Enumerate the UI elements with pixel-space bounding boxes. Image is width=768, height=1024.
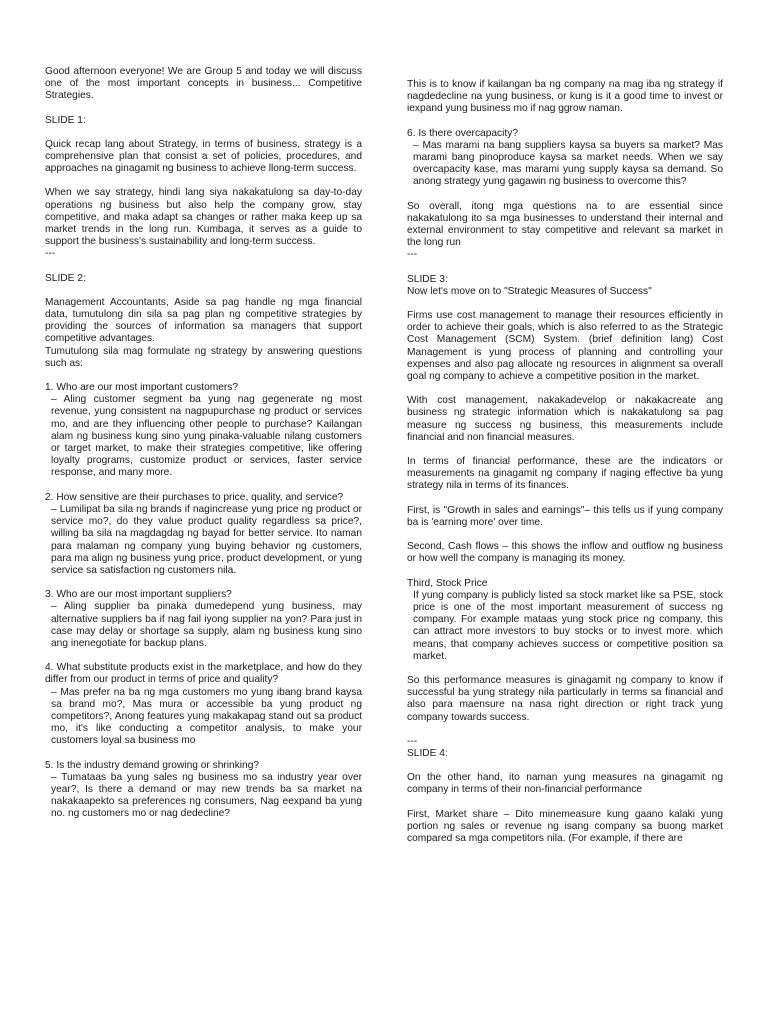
slide1-heading: SLIDE 1: <box>45 114 86 126</box>
separator: --- <box>45 248 56 260</box>
answer-2: – Lumilipat ba sila ng brands if nagincrease yung price ng product or service mo?, do they value product quality regardless sa price?, willing ba sila na magdagdag ng bayad for better service. Ito naman para malaman ng company yung buying behavior ng customers, para ma align ng business yung price, product development, or yung service sa satisfaction ng customers nila. <box>51 503 362 576</box>
slide3-subtitle: Now let's move on to "Strategic Measures of Success" <box>407 285 652 297</box>
question-6: 6. Is there overcapacity? <box>407 127 518 139</box>
answer-3: – Aling supplier ba pinaka dumedepend yung business, may alternative suppliers ba if nag fail iyong supplier na yon? Para just in case may delay or shortage sa supply, alam ng business kung sino ang inenegotiate for backup plans. <box>51 601 362 649</box>
right-column <box>407 79 723 857</box>
separator: --- <box>407 735 418 747</box>
question-1: 1. Who are our most important customers? <box>45 382 239 394</box>
slide2-paragraph-2: Tumutulong sila mag formulate ng strategy by answering questions such as: <box>45 345 362 369</box>
third-measure-heading: Third, Stock Price <box>407 577 488 589</box>
question-2: 2. How sensitive are their purchases to price, quality, and service? <box>45 491 344 503</box>
answer-6: – Mas marami na bang suppliers kaysa sa buyers sa market? Mas marami bang pinoproduce kaysa sa market needs. When we say overcapacity kase, mas marami yung supply kaysa sa demand. So anong strategy yung gagawin ng business to overcome this? <box>413 139 723 188</box>
slide3-paragraph-2: With cost management, nakakadevelop or nakakacreate ang business ng strategic information which is nakakatulong sa pag measure ng success ng business, this measurements include financial and non financial measures. <box>407 395 723 443</box>
slide4-paragraph-2: First, Market share – Dito minemeasure kung gaano kalaki yung portion ng sales or revenue ng isang company sa buong market compared sa mga competitors nila. (For example, if there are <box>407 808 723 844</box>
slide1-paragraph-2: When we say strategy, hindi lang siya nakakatulong sa day-to-day operations ng business but also help the company grow, stay competitive, and maka adapt sa changes or rather maka keep up sa market trends in the long run. Kumbaga, it serves as a guide to support the business's sustainability and long-term success. <box>45 187 362 248</box>
answer-5: – Tumataas ba yung sales ng business mo sa industry year over year?, Is there a demand or may new trends ba sa market na nakakaapekto sa preferences ng consumers, Nag eexpand ba yung no. ng customers mo or nag dedecline? <box>51 771 362 820</box>
slide3-paragraph-3: In terms of financial performance, these are the indicators or measurements na ginagamit ng company if naging effective ba yung strategy nila in terms of its finances. <box>407 456 723 492</box>
slide2-paragraph-1: Management Accountants, Aside sa pag handle ng mga financial data, tumutulong din sila sa pag plan ng competitive strategies by providing the sources of information sa managers that support competitive advantages. <box>45 296 362 345</box>
separator: --- <box>407 249 418 261</box>
answer-5-continued: This is to know if kailangan ba ng company na mag iba ng strategy if nagdedecline na yung business, or kung is it a good time to invest or iexpand yung business mo if nag ggrow naman. <box>407 79 723 115</box>
second-measure: Second, Cash flows – this shows the inflow and outflow ng business or how well the company is managing its money. <box>407 541 723 565</box>
slide3-paragraph-1: Firms use cost management to manage their resources efficiently in order to achieve their goals, which is also referred to as the Strategic Cost Management (SCM) System. (brief definition lang) Cost Management is yung process of planning and controlling your expenses and also pag allocate ng resources in alignment sa overall goal ng company to achieve a competitive position in the market. <box>407 310 723 383</box>
intro-paragraph: Good afternoon everyone! We are Group 5 and today we will discuss one of the most important concepts in business... Competitive Strategies. <box>45 66 362 102</box>
question-5: 5. Is the industry demand growing or shrinking? <box>45 759 260 771</box>
answer-4: – Mas prefer na ba ng mga customers mo yung ibang brand kaysa sa brand mo?, Mas mura or accessible ba yung product ng competitors?, Anong features yung makakapag stand out sa product mo, it's like conducting a competitor analysis, to make your customers loyal sa business mo <box>51 686 362 747</box>
answer-1: – Aling customer segment ba yung nag gegenerate ng most revenue, yung consistent na nagpupurchase ng product or services mo, and are they influencing other people to purchase? Kailangan alam ng business kung sino yung pinaka-valuable nilang customers or target market, to make their strategies competitive, like offering loyalty programs, customize product or services, faster service response, and many more. <box>51 394 362 479</box>
first-measure: First, is "Growth in sales and earnings"– this tells us if yung company ba is 'earning more' over time. <box>407 504 723 528</box>
slide4-paragraph-1: On the other hand, ito naman yung measures na ginagamit ng company in terms of their non-financial performance <box>407 772 723 796</box>
slide3-heading: SLIDE 3: <box>407 273 448 285</box>
overall-paragraph: So overall, itong mga questions na to are essential since nakakatulong ito sa mga businesses to understand their internal and external environment to stay competitive and relevant sa market in the long run <box>407 200 723 249</box>
question-4: 4. What substitute products exist in the marketplace, and how do they differ from our product in terms of price and quality? <box>45 662 362 686</box>
slide2-heading: SLIDE 2: <box>45 272 86 284</box>
third-measure-body: If yung company is publicly listed sa stock market like sa PSE, stock price is one of the most important measurement of success ng company. For example mataas yung stock price ng company, this can attract more investors to buy stocks or to invest more. which means, that company achieves success or competitive position sa market. <box>413 589 723 662</box>
question-3: 3. Who are our most important suppliers? <box>45 589 232 601</box>
slide1-paragraph-1: Quick recap lang about Strategy, in terms of business, strategy is a comprehensive plan that consist a set of policies, procedures, and approaches na ginagamit ng business to achieve llong-term success. <box>45 138 362 175</box>
left-column <box>45 66 362 821</box>
slide4-heading: SLIDE 4: <box>407 747 448 759</box>
so-this-paragraph: So this performance measures is ginagamit ng company to know if successful ba yung strategy nila particularly in terms sa financial and also para maensure na nasa right direction or right track yung company towards success. <box>407 674 723 723</box>
